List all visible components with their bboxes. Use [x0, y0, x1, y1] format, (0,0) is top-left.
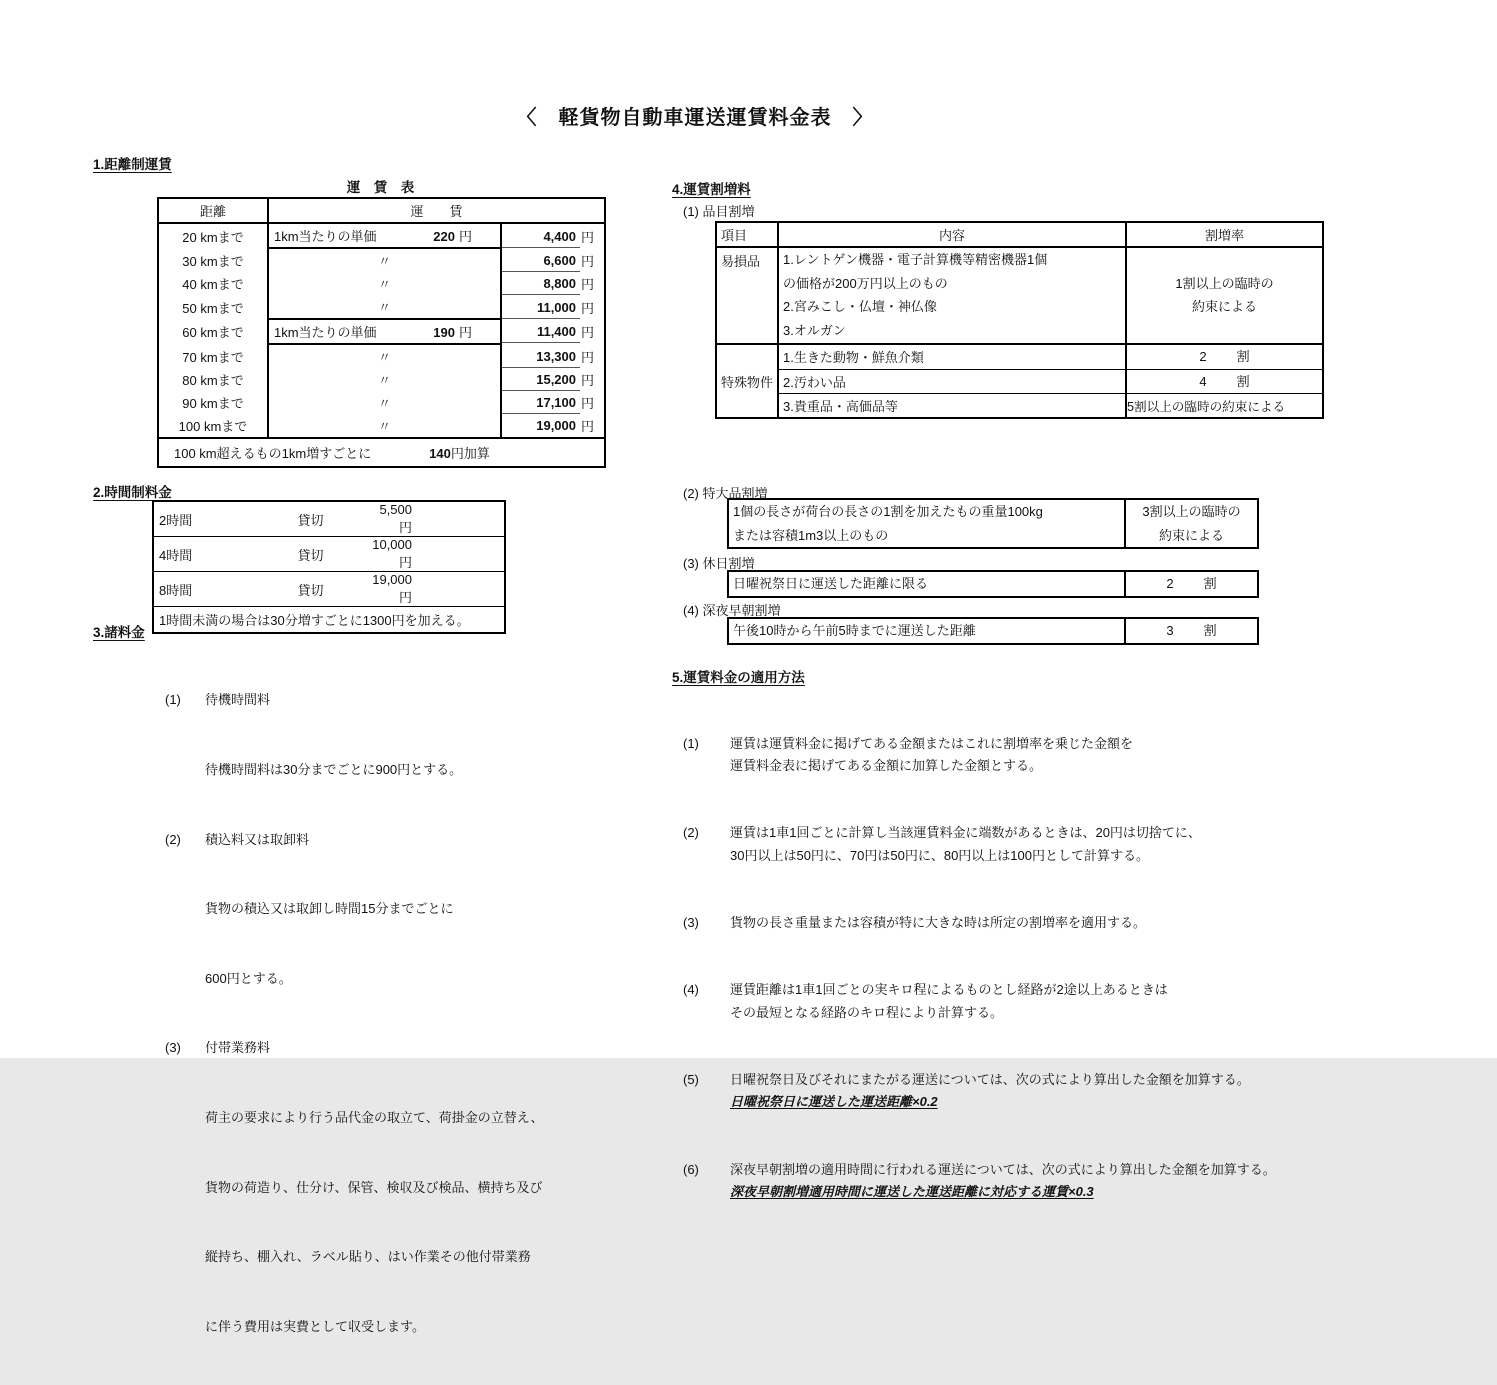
content-cell: 午後10時から午前5時までに運送した距離	[728, 618, 1125, 644]
special-goods-row	[716, 394, 1323, 419]
fare-cell: 19,000 円	[536, 418, 595, 434]
subsection-item-surcharge: (1) 品目割増	[683, 204, 755, 219]
content-cell: 1.生きた動物・鮮魚介類	[778, 344, 1126, 369]
distance-cell: 50 kmまで	[158, 295, 268, 319]
oversize-surcharge-table	[727, 498, 1259, 549]
fare-cell: 13,300 円	[501, 344, 605, 368]
fare-cell: 11,400 円	[501, 319, 605, 344]
table-header-row	[158, 198, 605, 223]
unit-price-label: 1km当たりの単価	[274, 229, 377, 244]
misc-fees-list: (1) 待機時間料 待機時間料は30分までごとに900円とする。 (2) 積込料又は取卸料 貨物の積込又は取卸し時間15分までごとに 600円とする。 (3) 付帯業務料 荷主の要求により行う品代金の取立て、荷掛金の立替え、 貨物の荷造り、仕分け、保管、検収及び検品、横持ち及び 縦持ち、棚入れ、ラベル貼り、はい作業その他付帯業務 に伴う費用は実費として収受します。	[165, 642, 665, 1385]
list-item: (2) 運賃は1車1回ごとに計算し当該運賃料金に端数があるときは、20円は切捨てに、 30円以上は50円に、70円は50円に、80円以上は100円として計算する。	[683, 825, 1201, 863]
ditto-cell: 〃	[268, 368, 501, 391]
rate-cell: 5割以上の臨時の約束による	[1127, 400, 1286, 415]
header-content: 内容	[778, 222, 1126, 247]
list-item: (3) 貨物の長さ重量または容積が特に大きな時は所定の割増率を適用する。	[683, 915, 1147, 931]
ditto-cell: 〃	[268, 295, 501, 319]
unit-price-value: 190	[433, 325, 455, 340]
special-goods-row	[716, 369, 1323, 394]
distance-cell: 30 kmまで	[158, 248, 268, 272]
holiday-formula: 日曜祝祭日に運送した運送距離×0.2	[730, 1094, 938, 1110]
fare-cell: 17,100 円	[501, 391, 605, 414]
item-cell: 易損品	[716, 247, 778, 344]
rate-cell: 2 割	[1126, 344, 1323, 369]
price-cell: 10,000 円	[358, 537, 505, 572]
distance-cell: 90 kmまで	[158, 391, 268, 414]
section2-heading: 2.時間制料金	[93, 485, 172, 500]
rate-cell: 1割以上の臨時の 約束による	[1126, 247, 1323, 344]
table-row	[158, 414, 605, 438]
table-footer-row: 100 km超えるもの1km増すごとに 140円加算	[158, 438, 605, 467]
subsection-oversize-surcharge: (2) 特大品割増	[683, 486, 768, 501]
list-item: (1) 待機時間料	[165, 692, 271, 708]
table-footer-row	[153, 607, 505, 634]
rate-cell: 3割以上の臨時の 約束による	[1142, 504, 1241, 543]
header-item: 項目	[716, 222, 778, 247]
latenight-surcharge-table	[727, 617, 1259, 645]
table-row	[728, 618, 1258, 644]
table-row	[158, 248, 605, 272]
table-row	[158, 319, 605, 344]
fare-table-title: 運 賃 表	[346, 180, 415, 195]
rate-cell: 2 割	[1166, 576, 1217, 591]
content-cell: 1個の長さが荷台の長さの1割を加えたもの重量100kg または容積1m3以上のもの	[728, 499, 1125, 548]
header-rate: 割増率	[1126, 222, 1323, 247]
price-cell: 5,500 円	[358, 501, 505, 537]
content-cell: 2.汚わい品	[778, 369, 1126, 394]
application-rules-list	[683, 688, 1403, 1248]
unit-price-value: 220	[433, 229, 455, 244]
fare-cell: 15,200 円	[501, 368, 605, 391]
ditto-cell: 〃	[268, 248, 501, 272]
fragile-goods-row	[716, 247, 1323, 344]
distance-cell: 100 kmまで	[158, 414, 268, 438]
content-cell: 1.レントゲン機器・電子計算機等精密機器1個 の価格が200万円以上のもの 2.宮みこし・仏壇・神仏像 3.オルガン	[778, 247, 1126, 344]
table-row	[158, 368, 605, 391]
hourly-fare-table	[152, 500, 506, 634]
special-goods-row	[716, 344, 1323, 369]
table-row	[158, 391, 605, 414]
page-title: 〈 軽貨物自動車運送運賃料金表 〉	[516, 107, 874, 129]
extra-per-km-value: 140	[429, 446, 451, 461]
item-surcharge-table	[715, 221, 1324, 419]
section3-heading: 3.諸料金	[93, 625, 145, 640]
table-row	[158, 344, 605, 368]
over-distance-note: 100 km超えるもの1km増すごとに	[174, 446, 372, 461]
table-row	[728, 499, 1258, 548]
section1-heading: 1.距離制運賃	[93, 157, 172, 172]
charter-cell: 貸切	[263, 501, 358, 537]
hours-cell: 8時間	[153, 572, 263, 607]
section4-heading: 4.運賃割増料	[672, 182, 751, 197]
list-item: (1) 運賃は運賃料金に掲げてある金額またはこれに割増率を乗じた金額を 運賃料金表に掲げてある金額に加算した金額とする。	[683, 735, 1134, 774]
distance-cell: 40 kmまで	[158, 272, 268, 295]
table-row	[728, 571, 1258, 597]
distance-cell: 20 kmまで	[158, 223, 268, 248]
distance-fare-table	[157, 197, 606, 468]
charter-cell: 貸切	[263, 572, 358, 607]
list-item: (5) 日曜祝祭日及びそれにまたがる運送については、次の式により算出した金額を加算する。 日曜祝祭日に運送した運送距離×0.2	[683, 1069, 1403, 1114]
item-cell: 特殊物件	[716, 344, 778, 418]
fare-cell: 4,400 円	[501, 223, 605, 248]
table-header-row	[716, 222, 1323, 247]
unit-price-label: 1km当たりの単価	[274, 325, 377, 340]
latenight-formula: 深夜早朝割増適用時間に運送した運送距離に対応する運賃×0.3	[730, 1183, 1094, 1199]
fare-cell: 11,000 円	[501, 295, 605, 319]
table-row	[158, 295, 605, 319]
section5-heading: 5.運賃料金の適用方法	[672, 670, 805, 685]
ditto-cell: 〃	[268, 414, 501, 438]
ditto-cell: 〃	[268, 344, 501, 368]
header-fare: 運 賃	[268, 198, 605, 223]
table-row	[153, 537, 505, 572]
distance-cell: 70 kmまで	[158, 344, 268, 368]
subsection-latenight-surcharge: (4) 深夜早朝割増	[683, 603, 781, 618]
hours-cell: 2時間	[153, 501, 263, 537]
rate-cell: 3 割	[1166, 623, 1217, 638]
content-cell: 日曜祝祭日に運送した距離に限る	[728, 571, 1125, 597]
charter-cell: 貸切	[263, 537, 358, 572]
list-item: (3) 付帯業務料	[165, 1040, 271, 1056]
unit-price-cell: 1km当たりの単価 220 円	[268, 223, 501, 248]
list-item: (2) 積込料又は取卸料	[165, 831, 310, 847]
distance-cell: 80 kmまで	[158, 368, 268, 391]
holiday-surcharge-table	[727, 570, 1259, 598]
table-row	[153, 572, 505, 607]
hours-cell: 4時間	[153, 537, 263, 572]
unit-price-cell: 1km当たりの単価 190 円	[268, 319, 501, 344]
ditto-cell: 〃	[268, 391, 501, 414]
subsection-holiday-surcharge: (3) 休日割増	[683, 556, 755, 571]
rate-cell: 4 割	[1126, 369, 1323, 394]
table-row	[153, 501, 505, 537]
price-cell: 19,000 円	[358, 572, 505, 607]
under-hour-note: 1時間未満の場合は30分増すごとに1300円を加える。	[159, 613, 470, 628]
table-row	[158, 223, 605, 248]
list-item: (4) 運賃距離は1車1回ごとの実キロ程によるものとし経路が2途以上あるときは その最短となる経路のキロ程により計算する。	[683, 982, 1168, 1020]
fare-cell: 6,600 円	[501, 248, 605, 272]
header-distance: 距離	[158, 198, 268, 223]
ditto-cell: 〃	[268, 272, 501, 295]
fare-cell: 8,800 円	[501, 272, 605, 295]
distance-cell: 60 kmまで	[158, 319, 268, 344]
content-cell: 3.貴重品・高価品等	[778, 394, 1126, 419]
table-row	[158, 272, 605, 295]
list-item: (6) 深夜早朝割増の適用時間に行われる運送については、次の式により算出した金額を加算する。 深夜早朝割増適用時間に運送した運送距離に対応する運賃×0.3	[683, 1159, 1403, 1204]
